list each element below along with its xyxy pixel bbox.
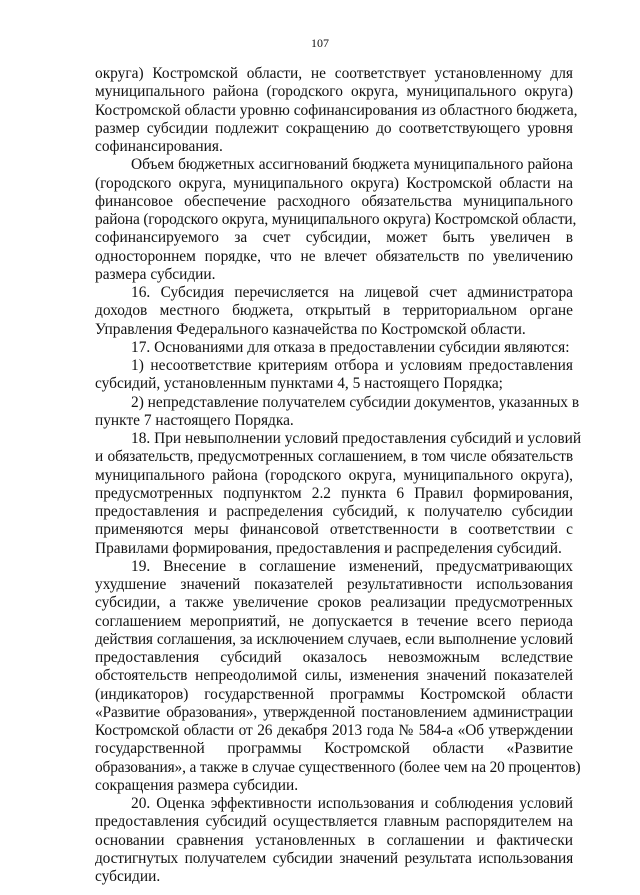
text-line: действия соглашения, за исключением случаев, если выполнение условий xyxy=(95,630,573,648)
text-line: муниципального района (городского округа, муниципального округа) xyxy=(95,83,573,101)
document-body xyxy=(95,65,582,886)
text-line: образования», а также в случае существенного (более чем на 20 процентов) xyxy=(95,758,581,776)
text-line: государственной программы Костромской области «Развитие xyxy=(95,740,573,758)
text-line: «Развитие образования», утвержденной постановлением администрации xyxy=(95,703,573,721)
text-line: 16. Субсидия перечисляется на лицевой счет администратора xyxy=(131,284,573,301)
paragraph xyxy=(95,430,582,558)
text-line: 20. Оценка эффективности использования и соблюдения условий xyxy=(131,795,573,812)
text-line: применяются меры финансовой ответственности в соответствии с xyxy=(95,521,573,539)
paragraph xyxy=(95,393,580,431)
paragraph xyxy=(95,557,581,795)
text-line: субсидии. xyxy=(95,868,161,885)
text-line: сокращения размера субсидии. xyxy=(95,776,299,794)
text-line: 1) несоответствие критериям отбора и условиям предоставления xyxy=(131,357,573,374)
text-line: субсидий, установленным пунктами 4, 5 настоящего Порядка; xyxy=(95,375,503,393)
text-line: предоставления субсидий оказалось невозможным вследствие xyxy=(95,649,573,666)
text-line: Управления Федерального казначейства по Костромской области. xyxy=(95,320,526,338)
text-line: софинансируемого за счет субсидии, может быть увеличен в xyxy=(95,229,573,247)
text-line: предоставления субсидий осуществляется главным распорядителем на xyxy=(95,813,573,831)
paragraph xyxy=(95,284,573,339)
text-line: одностороннем порядке, что не влечет обязательств по увеличению xyxy=(95,247,573,265)
text-line: размера субсидии. xyxy=(95,265,216,283)
text-line: округа) Костромской области, не соответствует установленному для xyxy=(95,65,573,82)
text-line: предоставления и распределения субсидий, к получателю субсидии xyxy=(95,503,573,520)
text-line: размер субсидии подлежит сокращению до соответствующего уровня xyxy=(95,119,573,137)
text-line: (индикаторов) государственной программы Костромской области xyxy=(95,685,573,703)
text-line: и обязательств, предусмотренных соглашением, в том числе обязательств xyxy=(95,448,573,466)
text-line: Объем бюджетных ассигнований бюджета муниципального района xyxy=(131,156,573,174)
text-line: района (городского округа, муниципального округа) Костромской области, xyxy=(95,211,577,228)
paragraph xyxy=(95,339,573,357)
text-line: (городского округа, муниципального округа) Костромской области на xyxy=(95,174,573,192)
text-line: муниципального района (городского округа, муниципального округа), xyxy=(95,466,573,484)
paragraph xyxy=(95,65,578,156)
text-line: достигнутых получателем субсидии значений результата использования xyxy=(95,849,573,867)
text-line: доходов местного бюджета, открытый в территориальном органе xyxy=(95,302,573,320)
text-line: соглашением мероприятий, не допускается в течение всего периода xyxy=(95,612,573,630)
text-line: субсидии, а также увеличение сроков реализации предусмотренных xyxy=(95,594,573,612)
text-line: софинансирования. xyxy=(95,138,223,155)
text-line: 18. При невыполнении условий предоставления субсидий и условий xyxy=(131,430,582,447)
paragraph xyxy=(95,357,573,394)
text-line: основании сравнения установленных в соглашении и фактически xyxy=(95,831,573,849)
text-line: Костромской области от 26 декабря 2013 года № 584-а «Об утверждении xyxy=(95,722,573,739)
text-line: финансовое обеспечение расходного обязательства муниципального xyxy=(95,192,573,210)
page-number: 107 xyxy=(311,36,329,50)
text-line: предусмотренных подпунктом 2.2 пункта 6 Правил формирования, xyxy=(95,484,573,502)
text-line: 17. Основаниями для отказа в предоставлении субсидии являются: xyxy=(131,338,570,356)
text-line: Правилами формирования, предоставления и распределения субсидий. xyxy=(95,539,562,557)
text-line: 19. Внесение в соглашение изменений, предусматривающих xyxy=(131,557,573,575)
text-line: 2) непредставление получателем субсидии документов, указанных в xyxy=(131,393,580,411)
text-line: Костромской области уровню софинансирования из областного бюджета, xyxy=(95,101,578,119)
paragraph xyxy=(95,156,577,284)
text-line: ухудшение значений показателей результативности использования xyxy=(95,576,573,593)
paragraph xyxy=(95,795,573,886)
text-line: пункте 7 настоящего Порядка. xyxy=(95,411,294,429)
text-line: обстоятельств непреодолимой силы, изменения значений показателей xyxy=(95,667,573,685)
